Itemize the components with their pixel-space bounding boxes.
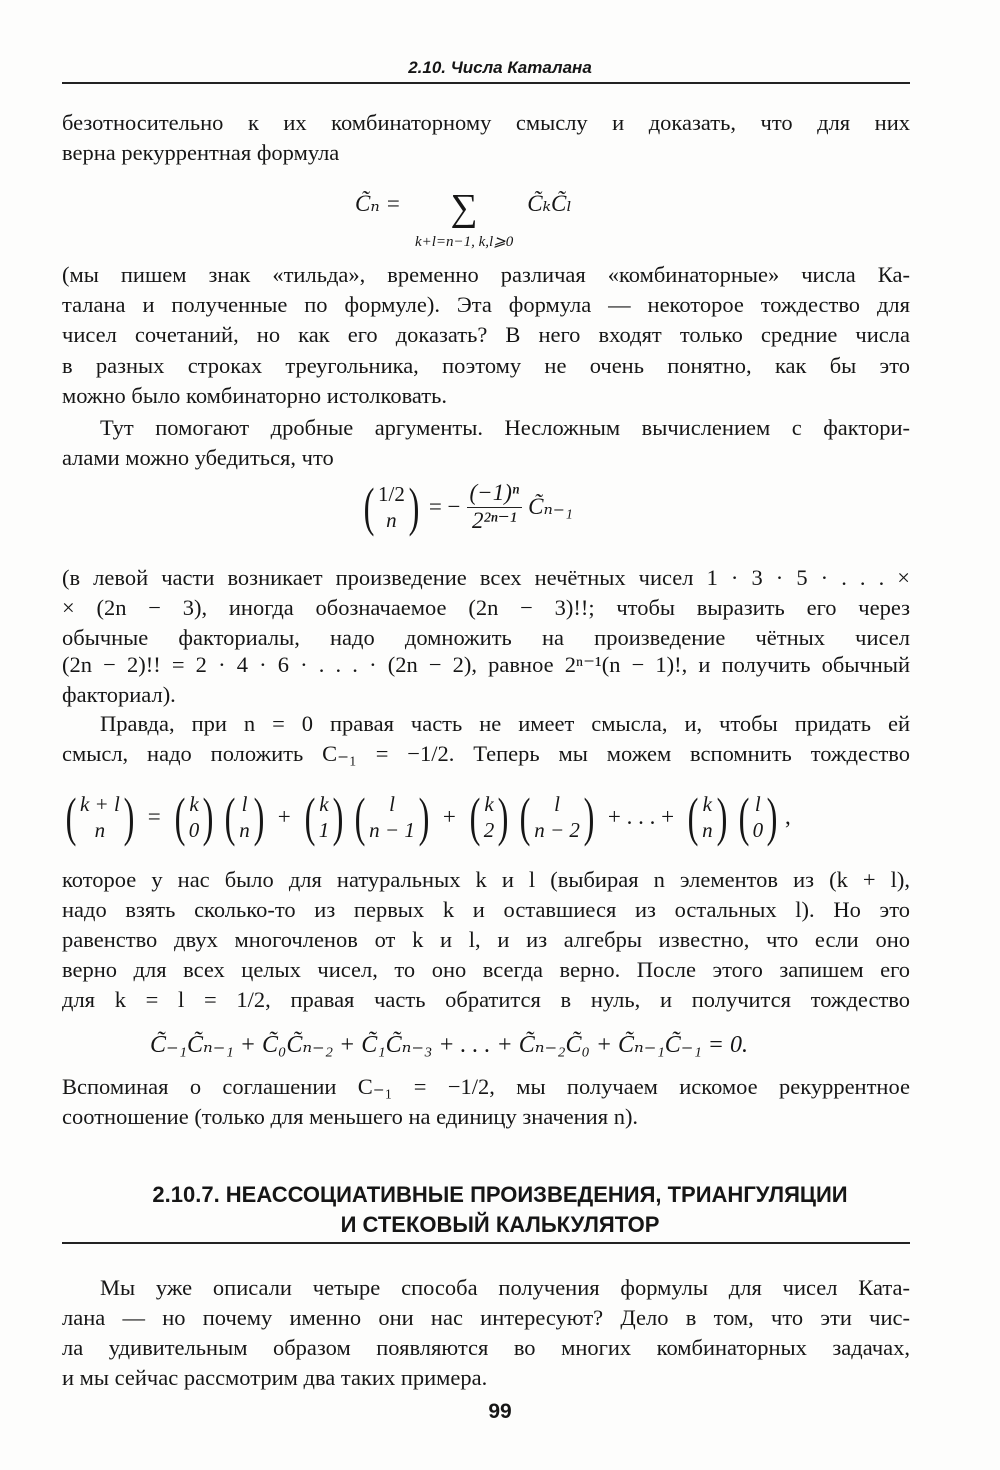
binom-bottom: n − 1 bbox=[369, 818, 415, 842]
text-line: × (2n − 3), иногда обозначаемое (2n − 3)!!; чтобы выразить его через bbox=[62, 595, 910, 620]
text-line: для k = l = 1/2, правая часть обратится в нуль, и получится тождество bbox=[62, 987, 910, 1012]
text-line: и мы сейчас рассмотрим два таких примера. bbox=[62, 1365, 488, 1390]
binomial: ( 1/2 n ) bbox=[363, 477, 420, 537]
formula-vandermonde bbox=[62, 787, 791, 847]
text-line: соотношение (только для меньшего на единицу значения n). bbox=[62, 1104, 639, 1129]
binom-top: 1/2 bbox=[377, 481, 405, 506]
binomial: ( k 2 ) bbox=[469, 787, 509, 847]
binom-top: l bbox=[241, 791, 248, 816]
text-line: (в левой части возникает произведение всех нечётных чисел 1 · 3 · 5 · . . . × bbox=[62, 565, 910, 590]
binom-top: k bbox=[189, 791, 199, 816]
text-line: можно было комбинаторно истолковать. bbox=[62, 383, 448, 408]
text-line: смысл, надо положить C₋₁ = −1/2. Теперь мы можем вспомнить тождество bbox=[62, 741, 910, 766]
section-rule bbox=[62, 1242, 910, 1244]
binom-top: l bbox=[754, 791, 761, 816]
text-line: надо взять сколько-то из первых k и оставшиеся из остальных l). Но это bbox=[62, 897, 910, 922]
text-line: талана и полученные по формуле). Эта формула — некоторое тождество для bbox=[62, 292, 910, 317]
binom-top: k bbox=[319, 791, 329, 816]
binom-bottom: n bbox=[239, 818, 250, 842]
equals: = − bbox=[428, 494, 461, 519]
operator: = bbox=[147, 804, 161, 829]
operator: + bbox=[442, 804, 456, 829]
text-line: безотносительно к их комбинаторному смыслу и доказать, что для них bbox=[62, 110, 910, 135]
text-line: (2n − 2)!! = 2 · 4 · 6 · . . . · (2n − 2), равное 2ⁿ⁻¹(n − 1)!, и получить обычный bbox=[62, 652, 910, 677]
sigma-symbol: ∑ bbox=[450, 187, 478, 229]
text-line: факториал). bbox=[62, 682, 176, 707]
page-number: 99 bbox=[488, 1400, 512, 1423]
operator: + . . . + bbox=[607, 804, 675, 829]
section-heading-line2: И СТЕКОВЫЙ КАЛЬКУЛЯТОР bbox=[340, 1212, 660, 1237]
binomial: ( k 1 ) bbox=[304, 787, 344, 847]
running-header: 2.10. Числа Каталана bbox=[408, 58, 592, 77]
text-line: (мы пишем знак «тильда», временно различая «комбинаторные» числа Ка- bbox=[62, 262, 910, 287]
binomial: ( k + l n ) bbox=[65, 787, 135, 847]
text-line: равенство двух многочленов от k и l, и из алгебры известно, что если оно bbox=[62, 927, 910, 952]
formula-binomial-half bbox=[360, 477, 573, 537]
text-line: верна рекуррентная формула bbox=[62, 140, 340, 165]
text-line: Правда, при n = 0 правая часть не имеет смысла, и, чтобы придать ей bbox=[100, 711, 910, 736]
text-line: алами можно убедиться, что bbox=[62, 445, 334, 470]
binom-bottom: 0 bbox=[188, 818, 200, 842]
comma: , bbox=[785, 804, 791, 829]
formula-recurrence bbox=[355, 185, 572, 251]
text-line: которое у нас было для натуральных k и l (выбирая n элементов из (k + l), bbox=[62, 867, 910, 892]
binom-bottom: 0 bbox=[752, 818, 764, 842]
text-line: обычные факториалы, надо домножить на произведение чётных чисел bbox=[62, 625, 910, 650]
operator: + bbox=[277, 804, 291, 829]
text-line: Тут помогают дробные аргументы. Несложным вычислением с фактори- bbox=[100, 415, 910, 440]
binomial: ( l n − 2 ) bbox=[519, 787, 595, 847]
binomial: ( l n ) bbox=[224, 787, 265, 847]
numerator: (−1)ⁿ bbox=[467, 480, 523, 507]
text-line: в разных строках треугольника, поэтому не очень понятно, как бы это bbox=[62, 353, 910, 378]
binom-top: l bbox=[389, 791, 395, 816]
text-line: Вспоминая о соглашении C₋₁ = −1/2, мы получаем искомое рекуррентное bbox=[62, 1074, 910, 1099]
header-rule bbox=[62, 82, 910, 84]
catalan-term: C̃ₙ₋₁ bbox=[528, 494, 573, 519]
binomial: ( k 0 ) bbox=[174, 787, 214, 847]
binom-bottom: 1 bbox=[318, 818, 330, 842]
denominator: 2²ⁿ⁻¹ bbox=[471, 507, 517, 533]
text-line: верно для всех целых чисел, то оно всегда верно. После этого запишем его bbox=[62, 957, 910, 982]
binom-top: k bbox=[702, 791, 712, 816]
section-heading-line1: 2.10.7. НЕАССОЦИАТИВНЫЕ ПРОИЗВЕДЕНИЯ, ТРИАНГУЛЯЦИИ bbox=[152, 1182, 848, 1207]
formula-rhs: C̃ₖC̃ₗ bbox=[527, 191, 572, 216]
binom-top: k + l bbox=[79, 791, 120, 816]
text-line: лана — но почему именно они нас интересуют? Дело в том, что эти чис- bbox=[62, 1305, 910, 1330]
binom-top: l bbox=[554, 791, 560, 816]
binom-bottom: n bbox=[702, 818, 713, 842]
binom-bottom: n − 2 bbox=[534, 818, 580, 842]
formula-lhs: C̃ₙ = bbox=[355, 191, 401, 216]
text-line: ла удивительным образом появляются во многих комбинаторных задачах, bbox=[62, 1335, 910, 1360]
binom-top: k bbox=[484, 791, 494, 816]
binomial: ( k n ) bbox=[687, 787, 727, 847]
binom-bottom: n bbox=[94, 818, 106, 842]
formula-identity: C̃₋₁C̃ₙ₋₁ + C̃₀C̃ₙ₋₂ + C̃₁C̃ₙ₋₃ + . . . + C̃ₙ₋₂C̃₀ + C̃ₙ₋₁C̃₋₁ = 0. bbox=[150, 1032, 748, 1058]
sum-subscript: k+l=n−1, k,l⩾0 bbox=[414, 233, 514, 250]
fraction bbox=[467, 480, 523, 534]
binomial: ( l 0 ) bbox=[738, 787, 778, 847]
binom-bottom: n bbox=[386, 508, 397, 532]
text-line: чисел сочетаний, но как его доказать? В него входят только средние числа bbox=[62, 322, 910, 347]
binomial: ( l n − 1 ) bbox=[354, 787, 430, 847]
text-line: Мы уже описали четыре способа получения формулы для чисел Ката- bbox=[100, 1275, 910, 1300]
sum-operator bbox=[415, 185, 513, 251]
binom-bottom: 2 bbox=[483, 818, 495, 842]
